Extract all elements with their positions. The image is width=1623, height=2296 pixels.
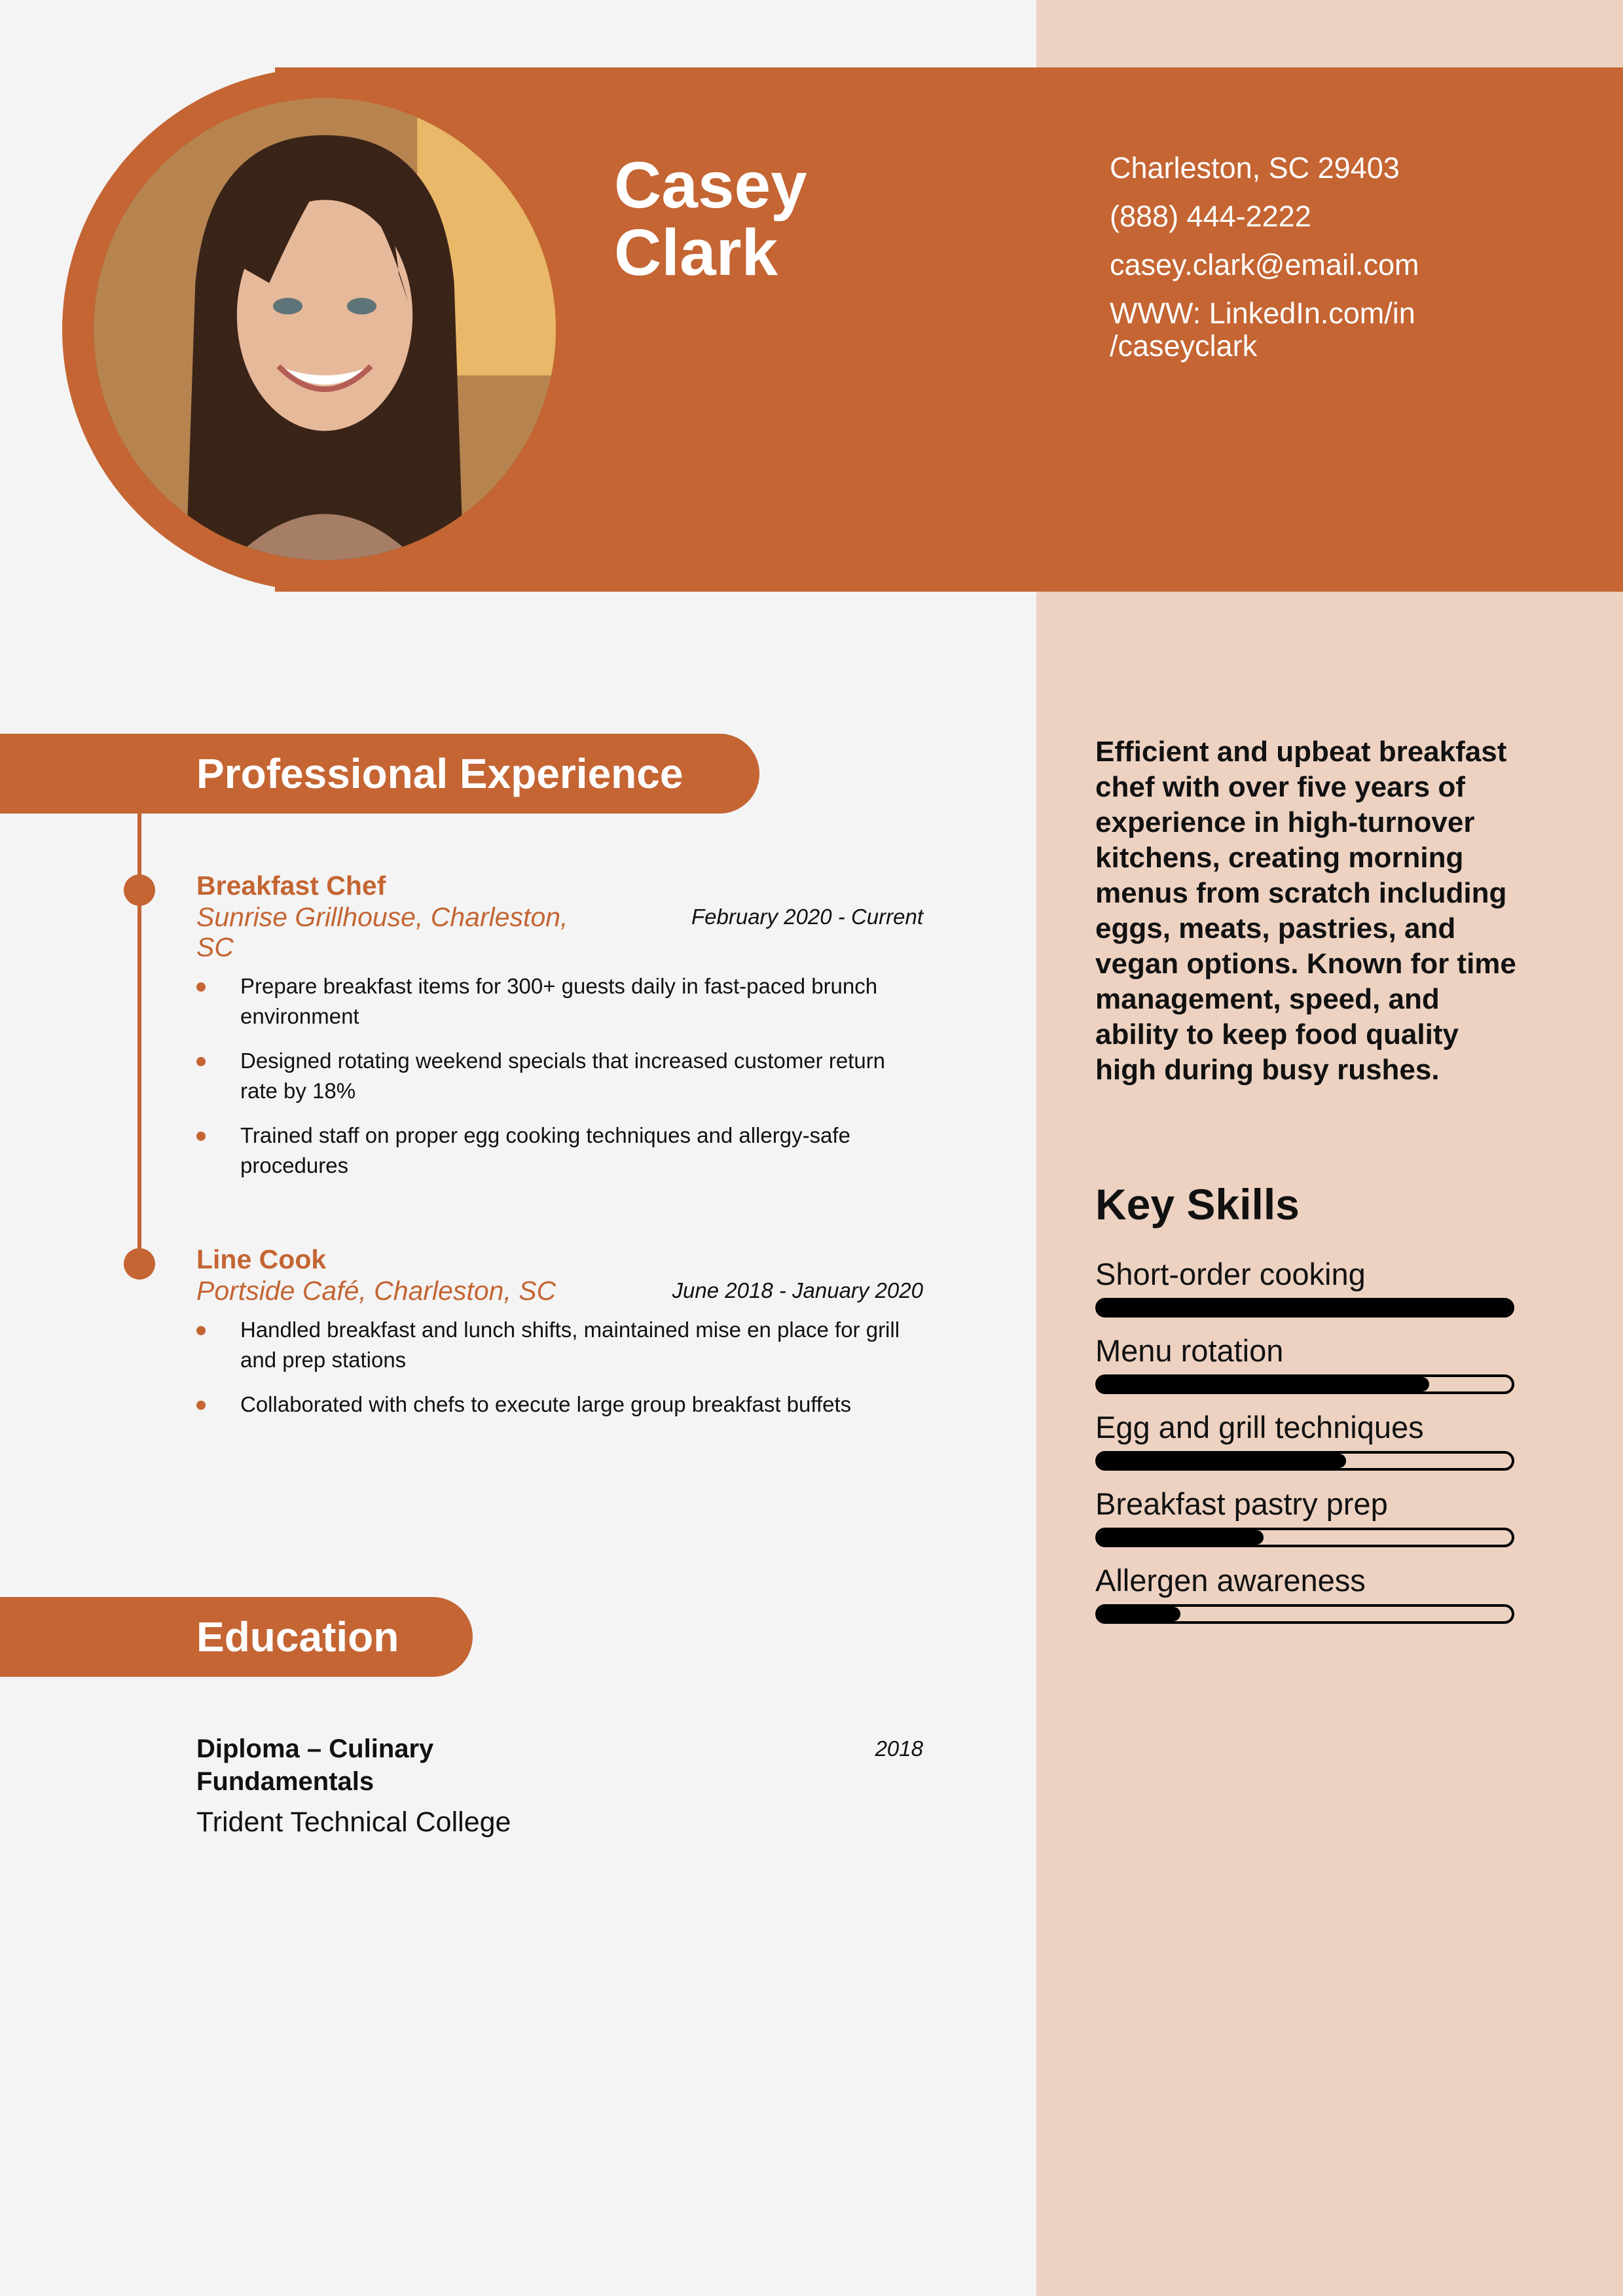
timeline-dot [124,1248,155,1280]
first-name: Casey [614,149,807,222]
skill-item [1095,1331,1514,1408]
skill-meter-fill [1098,1300,1512,1315]
job-title: Line Cook [196,1244,327,1274]
bullet-item [196,1121,923,1181]
job-dates: February 2020 - Current [691,905,923,929]
education-heading: Education [0,1597,473,1677]
job-entry-line-cook [196,1243,923,1434]
education-year: 2018 [875,1736,923,1761]
skill-meter [1095,1528,1514,1547]
contact-email: casey.clark@email.com [1110,248,1419,281]
bullet-dot-icon [196,1401,206,1410]
contact-website [1110,297,1581,363]
skills-heading: Key Skills [1095,1180,1300,1229]
skill-item [1095,1408,1514,1484]
skill-label: Menu rotation [1095,1333,1284,1368]
last-name: Clark [614,216,778,289]
education-school: Trident Technical College [196,1806,511,1838]
bullet-item [196,1046,923,1106]
bullet-dot-icon [196,1057,206,1066]
skill-item [1095,1484,1514,1561]
contact-website-line2: /caseyclark [1110,329,1258,363]
bullet-dot-icon [196,1132,206,1141]
skill-label: Breakfast pastry prep [1095,1486,1388,1521]
skill-meter [1095,1604,1514,1624]
job-company: Sunrise Grillhouse, Charleston, SC [196,902,568,962]
skill-meter [1095,1451,1514,1471]
bullet-text: Collaborated with chefs to execute large group breakfast buffets [240,1392,852,1416]
contact-address: Charleston, SC 29403 [1110,151,1400,185]
skill-meter-fill [1098,1377,1429,1391]
bullet-item [196,971,923,1031]
skill-label: Short-order cooking [1095,1257,1366,1291]
timeline-dot [124,874,155,906]
skills-list [1095,1255,1514,1638]
profile-photo [94,98,556,560]
skill-meter [1095,1298,1514,1318]
contact-block [1110,152,1581,363]
skill-item [1095,1561,1514,1638]
skill-label: Allergen awareness [1095,1563,1366,1598]
skill-meter-fill [1098,1607,1180,1621]
skill-item [1095,1255,1514,1331]
bullet-item [196,1390,923,1420]
job-bullets [196,971,923,1181]
skill-meter-fill [1098,1530,1264,1545]
contact-phone: (888) 444-2222 [1110,200,1311,233]
education-entry [196,1732,923,1839]
bullet-text: Prepare breakfast items for 300+ guests daily in fast-paced brunch environment [240,974,878,1028]
education-degree: Diploma – Culinary Fundamentals [196,1734,434,1796]
contact-website-line1: WWW: LinkedIn.com/in [1110,296,1415,330]
bullet-text: Handled breakfast and lunch shifts, maintained mise en place for grill and prep stations [240,1318,900,1372]
profile-summary: Efficient and upbeat breakfast chef with over five years of experience in high-turnover kitchens, creating morning menus from scratch including eggs, meats, pastries, and vegan options. Known for time management, speed, and ability to keep food quality high during busy rushes. [1095,736,1516,1086]
job-bullets [196,1315,923,1420]
job-title: Breakfast Chef [196,870,386,901]
job-company: Portside Café, Charleston, SC [196,1276,556,1306]
bullet-text: Designed rotating weekend specials that increased customer return rate by 18% [240,1049,886,1103]
skill-label: Egg and grill techniques [1095,1410,1424,1444]
bullet-item [196,1315,923,1375]
bullet-dot-icon [196,1326,206,1335]
skill-meter [1095,1374,1514,1394]
job-entry-breakfast-chef [196,869,923,1195]
bullet-text: Trained staff on proper egg cooking techniques and allergy-safe procedures [240,1123,850,1177]
bullet-dot-icon [196,982,206,992]
experience-heading: Professional Experience [0,734,759,814]
candidate-name [614,149,807,289]
job-dates: June 2018 - January 2020 [672,1278,923,1302]
skill-meter-fill [1098,1454,1346,1468]
